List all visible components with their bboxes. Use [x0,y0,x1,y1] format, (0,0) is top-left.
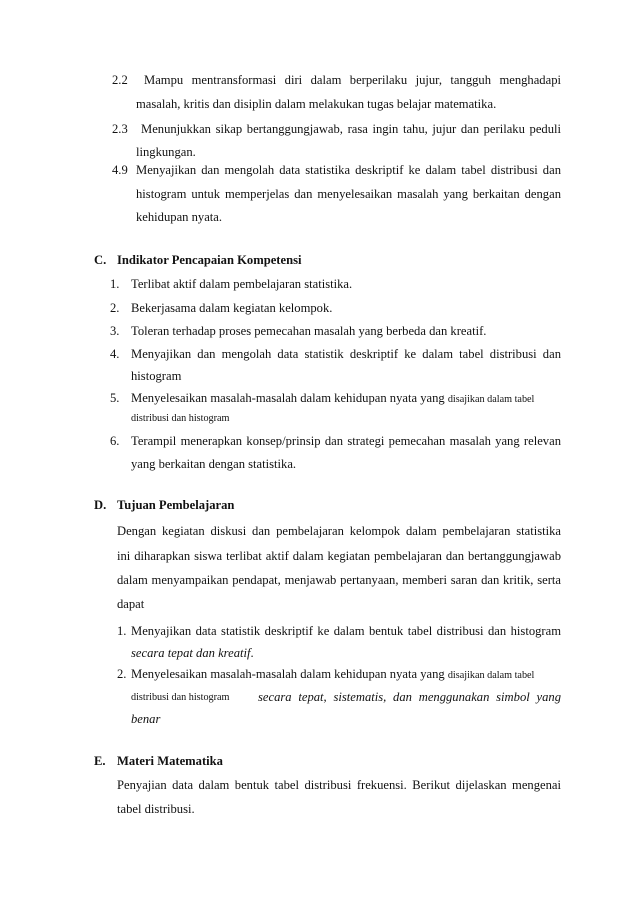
list-item: Toleran terhadap proses pemecahan masalah yang berbeda dan kreatif. [131,324,487,338]
goal-italic-text: benar [131,712,161,726]
paragraph-line: dalam menyampaikan pendapat, menjawab pertanyaan, memberi saran dan kritik, serta [117,573,561,587]
competency-text: masalah, kritis dan disiplin dalam melakukan tugas belajar matematika. [136,97,497,111]
goal-small-text: distribusi dan histogram [131,692,230,703]
list-item: Bekerjasama dalam kegiatan kelompok. [131,301,333,315]
paragraph-line: dapat [117,597,145,611]
goal-italic-text: secara tepat dan kreatif [131,646,251,660]
goal-main-text: Menyelesaikan masalah-masalah dalam kehidupan nyata yang [131,667,448,681]
section-letter: D. [94,498,107,512]
competency-text: Menunjukkan sikap bertanggungjawab, rasa ingin tahu, jujur dan perilaku peduli [141,122,561,136]
section-letter: E. [94,754,106,768]
list-item: yang berkaitan dengan statistika. [131,457,297,471]
goal-number: 1. [117,624,127,638]
list-number: 5. [110,391,120,405]
list-number: 6. [110,434,120,448]
list-number: 3. [110,324,120,338]
section-title: Tujuan Pembelajaran [117,498,235,512]
list-number: 2. [110,301,120,315]
list-item: Terlibat aktif dalam pembelajaran statistika. [131,277,353,291]
section-title: Materi Matematika [117,754,223,768]
list-item: Terampil menerapkan konsep/prinsip dan strategi pemecahan masalah yang relevan [131,434,561,448]
goal-text [131,645,254,661]
goal-italic-text: secara tepat, sistematis, dan menggunakan simbol yang [258,690,561,704]
list-number: 1. [110,277,120,291]
paragraph-line: Dengan kegiatan diskusi dan pembelajaran kelompok dalam pembelajaran statistika [117,524,561,538]
list-item-small-text: disajikan dalam tabel [447,394,535,405]
competency-number: 2.3 [112,122,128,136]
list-item: Menyajikan dan mengolah data statistik deskriptif ke dalam tabel distribusi dan [131,347,561,361]
goal-text: Menyajikan data statistik deskriptif ke dalam bentuk tabel distribusi dan histogram [131,624,561,638]
goal-text [131,666,534,684]
competency-number: 4.9 [112,163,128,177]
goal-period: . [250,646,254,660]
competency-text: lingkungan. [136,145,196,159]
goal-small-text: disajikan dalam tabel [447,670,535,681]
goal-number: 2. [117,667,127,681]
competency-number: 2.2 [112,73,128,87]
paragraph-line: ini diharapkan siswa terlibat aktif dalam kegiatan pembelajaran dan bertanggungjawab [117,549,561,563]
list-number: 4. [110,347,120,361]
competency-text: Mampu mentransformasi diri dalam berperilaku jujur, tangguh menghadapi [144,73,561,87]
list-item [131,390,534,408]
competency-text: kehidupan nyata. [136,210,223,224]
list-item: histogram [131,369,182,383]
paragraph-line: Penyajian data dalam bentuk tabel distribusi frekuensi. Berikut dijelaskan mengenai [117,778,561,792]
list-item-main-text: Menyelesaikan masalah-masalah dalam kehidupan nyata yang [131,391,448,405]
competency-text: Menyajikan dan mengolah data statistika deskriptif ke dalam tabel distribusi dan [136,163,561,177]
section-title: Indikator Pencapaian Kompetensi [117,253,302,267]
paragraph-line: tabel distribusi. [117,802,195,816]
competency-text: histogram untuk memperjelas dan menyelesaikan masalah yang berkaitan dengan [136,187,561,201]
list-item-small-text: distribusi dan histogram [131,413,230,424]
section-letter: C. [94,253,107,267]
